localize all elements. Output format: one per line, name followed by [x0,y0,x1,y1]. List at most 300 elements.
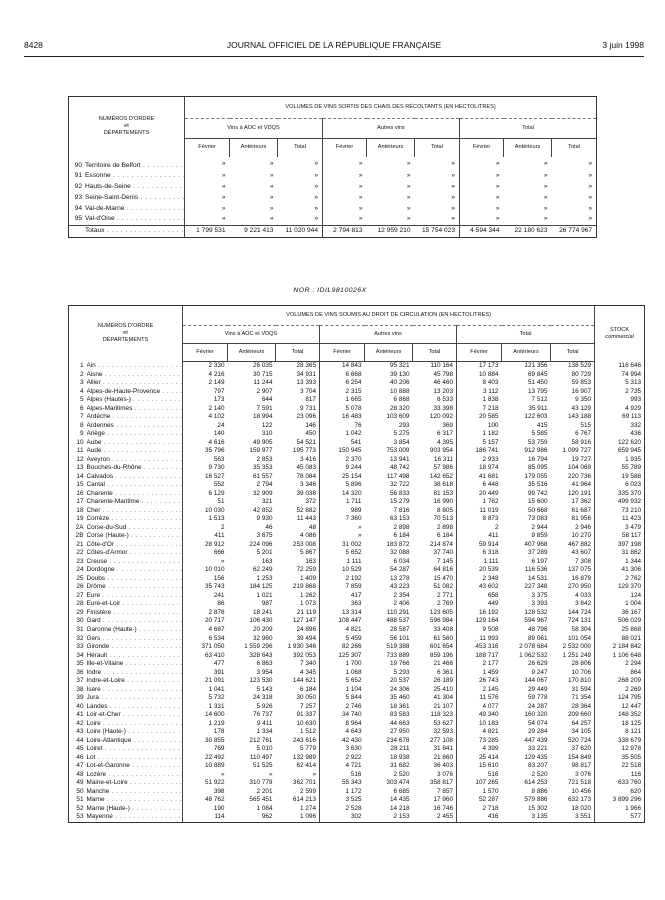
value-cell: 73 083 [527,515,548,523]
journal-title: JOURNAL OFFICIEL DE LA RÉPUBLIQUE FRANÇAISE [226,40,442,50]
table-row [69,204,597,215]
value-cell: 31 682 [389,762,410,770]
value-cell: 37 289 [527,549,548,557]
value-cell: 51 [217,498,225,506]
value-cell: 6 534 [208,634,225,642]
value-cell: 21 091 [204,677,225,685]
value-cell: 3 416 [276,456,320,465]
value-cell: 20 449 [478,489,499,497]
total-value: 26 774 967 [559,227,593,235]
value-cell: 61 557 [252,472,273,480]
value-cell: 212 761 [249,736,273,744]
department-code: 46 [76,753,84,761]
value-cell: 2 [220,523,225,531]
value-cell: 19 766 [389,660,410,668]
value-cell: 56 833 [389,489,410,497]
value-cell: 5 867 [276,549,320,558]
value-cell: 15 302 [527,804,548,812]
value-cell: 43 602 [478,583,499,591]
value-cell: 144 621 [276,677,320,686]
stock-cell: 116 646 [595,362,645,371]
value-cell: 5 143 [256,685,273,693]
department-name: Gironde . . . [87,643,183,650]
value-cell: 37 620 [571,745,592,753]
value-cell: 5 201 [256,549,273,557]
value-cell: 63 153 [389,515,410,523]
table-row [69,617,645,626]
department-code: 38 [76,685,84,693]
value-cell: 70 513 [413,515,457,524]
stock-cell: 25 868 [595,626,645,635]
value-cell: 2 944 [531,523,548,531]
value-cell: 123 530 [249,677,273,685]
value-cell: 32 593 [413,728,457,737]
stock-cell: 148 352 [595,711,645,720]
group-total: Total [460,119,597,139]
value-cell: 32 088 [389,549,410,557]
value-cell: 8 964 [345,719,362,727]
department-name: Bouches-du-Rhône . . . [87,464,183,471]
department-name: Ille-et-Vilaine . . . [87,660,183,667]
value-cell: 4 345 [276,669,320,678]
value-cell: 52 882 [276,507,320,516]
value-cell: 912 986 [524,447,548,455]
stock-cell: 124 [595,592,645,601]
department-name: Cantal . . . [87,481,183,488]
department-name: Alpes-de-Haute-Provence . . . [87,388,183,395]
value-cell: 4 086 [276,532,320,541]
department-name: Mayenne . . . [87,813,183,820]
value-cell: 29 449 [527,685,548,693]
value-cell: 467 882 [567,540,592,548]
value-cell: 34 740 [341,711,362,719]
value-cell: 391 [213,668,225,676]
value-cell: 33 408 [413,626,457,635]
stock-cell: 2 294 [595,660,645,669]
value-cell: 6 668 [345,370,362,378]
stock-cell: 1 966 [595,805,645,814]
value-cell: 20 585 [478,413,499,421]
value-cell: 10 456 [571,787,592,795]
value-cell: 6 448 [482,481,499,489]
department-name-cell [87,490,183,499]
department-name: Eure . . . [87,592,183,599]
value-cell: 1 111 [346,557,362,565]
col-anterieurs: Antérieurs [502,344,551,362]
stock-line1: STOCK [610,326,630,333]
value-cell: 99 742 [527,489,548,497]
value-cell: 14 843 [341,362,362,369]
department-name: Essonne . . . [85,172,185,179]
department-name-cell [87,677,183,686]
value-cell: 415 [536,421,548,429]
stock-cell: 993 [595,396,645,405]
value-cell: 54 287 [389,566,410,574]
table-row [69,157,597,172]
value-cell: 46 [265,523,273,531]
table-row [69,762,645,771]
department-code: 23 [76,557,84,565]
department-name-cell [87,652,183,661]
department-code: 30 [76,617,84,625]
value-cell: » [269,172,274,180]
stock-cell: 332 [595,422,645,431]
value-cell: 156 [213,574,225,582]
value-cell: 163 [276,558,320,567]
value-cell: 10 884 [478,370,499,378]
value-cell: 27 950 [389,728,410,736]
department-code: 45 [76,745,84,753]
value-cell: » [358,193,363,201]
value-cell: 118 323 [413,711,457,720]
value-cell: 6 034 [393,557,410,565]
value-cell: 44 663 [389,719,410,727]
value-cell: 8 873 [482,515,499,523]
department-name: Jura . . . [87,694,183,701]
value-cell: 2 599 [276,788,320,797]
total-value: 1 799 531 [196,227,226,235]
table-row [69,771,645,780]
department-name-cell [87,541,183,550]
col-total: Total [551,344,595,362]
value-cell: 125 307 [338,651,362,659]
stock-cell: 2 184 842 [595,643,645,652]
department-name-cell [87,532,183,541]
value-cell: 51 450 [527,379,548,387]
department-name-cell [87,473,183,482]
table-row [69,439,645,448]
value-cell: 49 905 [252,438,273,446]
value-cell: 5 732 [208,694,225,702]
value-cell: 4 077 [482,702,499,710]
table-row [69,549,645,558]
value-cell: 54 521 [276,439,320,448]
value-cell: 2 192 [345,574,362,582]
department-name: Alpes-Maritimes . . . [87,405,183,412]
value-cell: 195 773 [276,447,320,456]
department-code: 31 [76,625,84,633]
value-cell: 83 583 [389,711,410,719]
value-cell: 1 172 [345,787,362,795]
value-cell: 35 353 [252,464,273,472]
table-title: VOLUMES DE VINS SORTIS DES CHAIS DES RÉCOLTANTS (EN HECTOLITRES) [285,104,496,110]
value-cell: 170 810 [567,677,592,685]
value-cell: 184 125 [249,583,273,591]
value-cell: 15 610 [478,762,499,770]
value-cell: 243 616 [276,737,320,746]
value-cell: 519 388 [386,643,410,651]
stock-cell: 436 [595,430,645,439]
stock-cell: 124 795 [595,694,645,703]
value-cell: 35 460 [389,694,410,702]
value-cell: 9 350 [575,396,592,404]
value-cell: 43 223 [389,583,410,591]
value-cell: 24 287 [527,702,548,710]
value-cell: 17 362 [571,498,592,506]
table-row [69,660,645,669]
value-cell: 220 736 [567,472,592,480]
value-cell: 9 247 [531,668,548,676]
stock-cell: 6 023 [595,481,645,490]
value-cell: » [358,183,363,191]
department-name-cell [87,456,183,465]
value-cell: » [221,204,226,212]
value-cell: 2 140 [208,404,225,412]
value-cell: 30 050 [276,694,320,703]
value-cell: 9 508 [482,625,499,633]
department-name: Hauts-de-Seine . . . [85,183,185,190]
value-cell: » [358,172,363,180]
value-cell: 33 221 [527,745,548,753]
value-cell: 1 930 346 [276,643,320,652]
department-name-cell [87,771,183,780]
table-row [69,171,597,182]
value-cell: 541 [350,438,362,446]
stock-cell: 73 210 [595,507,645,516]
value-cell: 2 528 [345,804,362,812]
table-row [69,481,645,490]
department-name-cell [87,779,183,788]
value-cell: » [276,771,320,780]
table-row [69,456,645,465]
department-name-cell [87,609,183,618]
department-name: Territoire de Belfort . . . [85,162,185,169]
value-cell: 11 443 [276,515,320,524]
department-name: Aveyron . . . [87,456,183,463]
value-cell: 1 274 [276,805,320,814]
department-name-cell [87,558,183,567]
department-code: 13 [76,464,84,472]
value-cell: 666 [213,549,225,557]
value-cell: 3 076 [413,771,457,780]
value-cell: 39 494 [276,635,320,644]
value-cell: » [220,770,225,778]
value-cell: 2 354 [393,591,410,599]
department-code: 5 [79,396,84,404]
department-name: Ardèche . . . [87,413,183,420]
value-cell: 132 989 [276,754,320,763]
table-row [69,362,645,371]
value-cell: 1 331 [208,702,225,710]
department-code: 39 [76,694,84,702]
value-cell: 140 [213,430,225,438]
value-cell: 1 334 [256,728,273,736]
department-name-cell [87,447,183,456]
stock-cell: 12 447 [595,703,645,712]
department-name: Landes . . . [87,703,183,710]
value-cell: 3 076 [575,770,592,778]
value-cell: » [278,182,323,193]
value-cell: 2 149 [208,379,225,387]
value-cell: 2 532 000 [562,643,592,651]
value-cell: 6 767 [575,430,592,438]
table-row [69,464,645,473]
stock-cell: 88 021 [595,635,645,644]
value-cell: » [278,193,323,204]
stock-cell: 116 [595,771,645,780]
table-row [69,779,645,788]
value-cell: 46 460 [413,379,457,388]
department-name: Charente . . . [87,490,183,497]
department-code: 16 [76,489,84,497]
value-cell: 120 191 [567,489,592,497]
department-name: Isère . . . [87,686,183,693]
value-cell: » [588,193,593,201]
value-cell: 293 [398,421,410,429]
col-fevrier: Février [323,139,367,157]
stock-cell: 577 [595,813,645,822]
value-cell: 129 164 [475,617,499,625]
value-cell: 241 [213,591,225,599]
department-name: Côtes-d'Armor . . . [87,549,183,556]
publication-date: 3 juin 1998 [602,40,644,50]
department-name: Corse-du-Sud . . . [87,524,183,531]
value-cell: 1 104 [345,685,362,693]
stock-cell: 1 004 [595,600,645,609]
value-cell: 53 627 [413,720,457,729]
value-cell: » [221,193,226,201]
department-name: Côte-d'Or . . . [87,541,183,548]
value-cell: » [415,171,460,182]
value-cell: 73 285 [478,736,499,744]
value-cell: 1 219 [208,719,225,727]
value-cell: 4 721 [345,762,362,770]
value-cell: 40 206 [389,379,410,387]
value-cell: 5 275 [393,430,410,438]
value-cell: 1 182 [482,430,499,438]
department-code: 34 [76,651,84,659]
value-cell: 416 [487,813,499,821]
value-cell: 35 516 [527,481,548,489]
value-cell: 7 512 [531,396,548,404]
value-cell: 2 933 [482,455,499,463]
value-cell: 2 769 [413,600,457,609]
value-cell: 5 459 [345,634,362,642]
value-cell: 179 055 [524,472,548,480]
value-cell: 144 067 [524,677,548,685]
value-cell: 733 889 [386,651,410,659]
department-name-cell [87,507,183,516]
stock-cell: 18 125 [595,720,645,729]
value-cell: 7 257 [276,703,320,712]
value-cell: 10 630 [276,720,320,729]
table-row [69,677,645,686]
value-cell: 7 816 [393,506,410,514]
value-cell: » [406,193,411,201]
value-cell: 1 042 [345,430,362,438]
table-chais-recoltants [68,96,597,238]
department-code: 50 [76,787,84,795]
value-cell: 1 762 [482,498,499,506]
department-code: 47 [76,762,84,770]
department-name: Eure-et-Loir . . . [87,600,183,607]
value-cell: 6 685 [393,787,410,795]
value-cell: 1 700 [345,660,362,668]
value-cell: 43 129 [571,404,592,412]
value-cell: 450 [276,430,320,439]
table-row [69,379,645,388]
group-aoc: Vins à AOC et VDQS [183,326,320,344]
department-cell [69,214,185,225]
value-cell: 64 816 [413,566,457,575]
value-cell: 253 008 [276,541,320,550]
value-cell: 8 805 [413,507,457,516]
value-cell: 371 050 [201,643,225,651]
value-cell: 563 [213,455,225,463]
value-cell: 7 859 [345,583,362,591]
department-name-cell [87,745,183,754]
total-value: 12 959 210 [377,227,411,235]
table-row [69,447,645,456]
table-row [69,396,645,405]
value-cell: 53 759 [527,438,548,446]
table-row [69,635,645,644]
col-total: Total [413,344,457,362]
value-cell: 769 [213,745,225,753]
department-cell [69,193,185,204]
department-name: Manche . . . [87,788,183,795]
value-cell: 596 984 [413,617,457,626]
value-cell: 515 [580,421,592,429]
stock-cell: 19 588 [595,473,645,482]
value-cell: 24 318 [252,694,273,702]
value-cell: 362 701 [276,779,320,788]
value-cell: 3 112 [482,387,499,395]
value-cell: 594 967 [524,617,548,625]
department-code: 36 [76,668,84,676]
value-cell: 4 216 [208,370,225,378]
stock-cell: 31 862 [595,549,645,558]
value-cell: 302 [350,813,362,821]
value-cell: 453 316 [475,643,499,651]
value-cell: 6 868 [393,396,410,404]
totals-label: Totaux . . . [85,227,185,234]
value-cell: » [495,193,500,201]
value-cell: 219 868 [276,583,320,592]
table-row [69,490,645,499]
value-cell: 447 439 [524,736,548,744]
value-cell: 516 [487,770,499,778]
value-cell: 160 320 [524,711,548,719]
value-cell: 520 724 [567,736,592,744]
value-cell: 14 531 [527,574,548,582]
value-cell: 7 145 [413,558,457,567]
value-cell: 28 912 [204,540,225,548]
department-code: 53 [76,813,84,821]
stock-cell: 11 423 [595,515,645,524]
department-name-cell [87,583,183,592]
value-cell: 1 021 [256,591,273,599]
department-name-cell [87,413,183,422]
value-cell: 24 896 [276,626,320,635]
department-name: Charente-Maritime . . . [87,498,183,505]
department-code: 33 [76,643,84,651]
value-cell: 10 183 [478,719,499,727]
value-cell: 4 102 [208,413,225,421]
value-cell: 10 529 [341,566,362,574]
table-row [69,737,645,746]
table-row [69,371,645,380]
value-cell: 95 321 [389,362,410,369]
value-cell: » [406,159,411,167]
department-code: 10 [76,438,84,446]
value-cell: 28 211 [390,745,410,753]
value-cell: 17 960 [413,796,457,805]
value-cell: » [269,183,274,191]
department-cell [69,182,185,193]
department-name-cell [87,464,183,473]
table-row [69,583,645,592]
